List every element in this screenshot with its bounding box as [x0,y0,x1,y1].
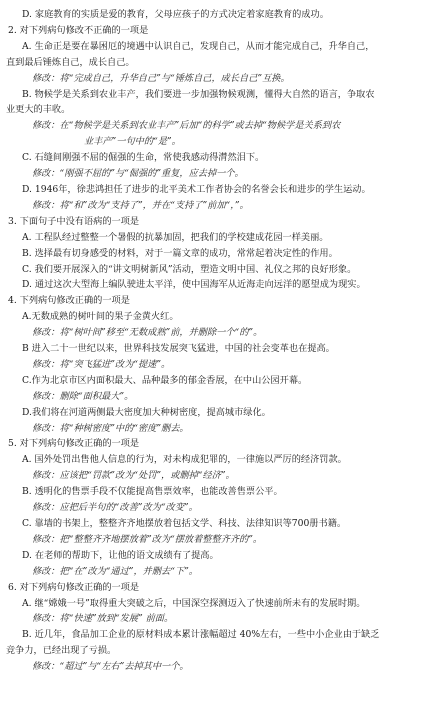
revision-note: 修改：将“快速”放到“发展” 前面。 [32,613,174,625]
revision-note: 修改：应该把“罚款”改为“处罚”，或删掉“经济”。 [32,470,235,482]
text-continuation: 竞争力，已经出现了亏损。 [6,645,117,657]
question-stem: 5. 对下列病句修改正确的一项是 [8,438,140,450]
question-stem: 2. 对下列病句修改不正确的一项是 [8,24,149,36]
answer-option: A.无数成熟的树叶间的果子金黄火红。 [22,311,179,323]
answer-option: B. 近几年，食品加工企业的原材料成本累计涨幅超过 40%左右，一些中小企业由于缺乏 [22,629,380,641]
answer-option: B 进入二十一世纪以来，世界科技发展突飞猛进，中国的社会变革也在提高。 [22,343,335,355]
question-stem: 6. 对下列病句修改正确的一项是 [8,581,140,593]
revision-note: 修改：应把后半句的“改善”改为“改变”。 [32,502,198,514]
revision-note: 修改：将“和”改为“支持了”，并在“支持了”前加“，”。 [32,199,249,211]
answer-option: D.我们将在河道两侧最大密度加大种树密度，提高城市绿化。 [22,406,271,418]
answer-option: A. 国外处罚出售他人信息的行为，对未构成犯罪的，一律施以严厉的经济罚款。 [22,454,347,466]
revision-note-continuation: 业丰产”一句中的“是”。 [84,136,181,148]
answer-option: B. 物候学是关系到农业丰产，我们要进一步加强物候观测，懂得大自然的语言，争取农 [22,88,375,100]
answer-option: D. 家庭教育的实质是爱的教育，父母应孩子的方式决定着家庭教育的成功。 [22,9,329,20]
answer-option: A. 工程队经过整整一个暑假的抗暴加固，把我们的学校建成花园一样美丽。 [22,231,329,243]
answer-option: D. 1946年，徐悲鸿担任了进步的北平美术工作者协会的名誉会长和进步的学生运动。 [22,183,371,195]
revision-note: 修改：将“树叶间”移至“无数成熟”前，并删除一个“的”。 [32,327,263,339]
revision-note: 修改：在“物候学是关系到农业丰产”后加“的科学”或去掉“物候学是关系到农 [32,120,341,132]
text-continuation: 业更大的丰收。 [6,104,71,116]
answer-option: D. 在老师的帮助下，让他的语文成绩有了提高。 [22,549,219,561]
answer-option: C.作为北京市区内面积最大、品种最多的郁金香展，在中山公园开幕。 [22,374,308,386]
revision-note: 修改：把“在”改为“通过”，并删去“下”。 [32,565,198,577]
answer-option: B. 选择最有切身感受的材料，对于一篇文章的成功，常常起着决定性的作用。 [22,247,338,259]
text-continuation: 直到最后锤炼自己，成长自己。 [6,56,135,68]
revision-note: 修改：将“完成自己，升华自己”与“锤炼自己，成长自己”互换。 [32,72,290,84]
question-stem: 3. 下面句子中没有语病的一项是 [8,215,140,227]
revision-note: 修改：将“种树密度”中的“密度”删去。 [32,422,189,434]
revision-note: 修改：删除“面积最大”。 [32,390,134,402]
revision-note: 修改：“刚强不屈的”与“倔强的”重复，应去掉一个。 [32,168,244,180]
revision-note: 修改：将“突飞猛进”改为“提速”。 [32,358,171,370]
answer-option: C. 我们要开展深入的“讲文明树新风”活动，塑造文明中国、礼仪之邦的良好形象。 [22,263,357,275]
answer-option: C. 靠墙的书架上，整整齐齐地摆放着包括文学、科技、法律知识等700册书籍。 [22,518,347,529]
answer-option: D. 通过这次大型海上编队驶进太平洋，使中国海军从近海走向远洋的愿望成为现实。 [22,279,366,291]
answer-option: A. 继“嫦娥一号”取得重大突破之后，中国深空探测迈入了快速前所未有的发展时期。 [22,597,366,609]
answer-option: C. 石缝间刚强不屈的倔强的生命，常使我感动得潸然泪下。 [22,152,265,164]
revision-note: 修改：把“整整齐齐地摆放着”改为“摆放着整整齐齐的”。 [32,533,263,545]
answer-option: B. 透明化的售票手段不仅能提高售票效率，也能改善售票公平。 [22,486,283,498]
revision-note: 修改：“超过”与“左右”去掉其中一个。 [32,661,189,673]
answer-option: A. 生命正是要在暴困厄的境遇中认识自己，发现自己，从而才能完成自己，升华自己， [22,40,375,52]
question-stem: 4. 下列病句修改正确的一项是 [8,295,130,307]
